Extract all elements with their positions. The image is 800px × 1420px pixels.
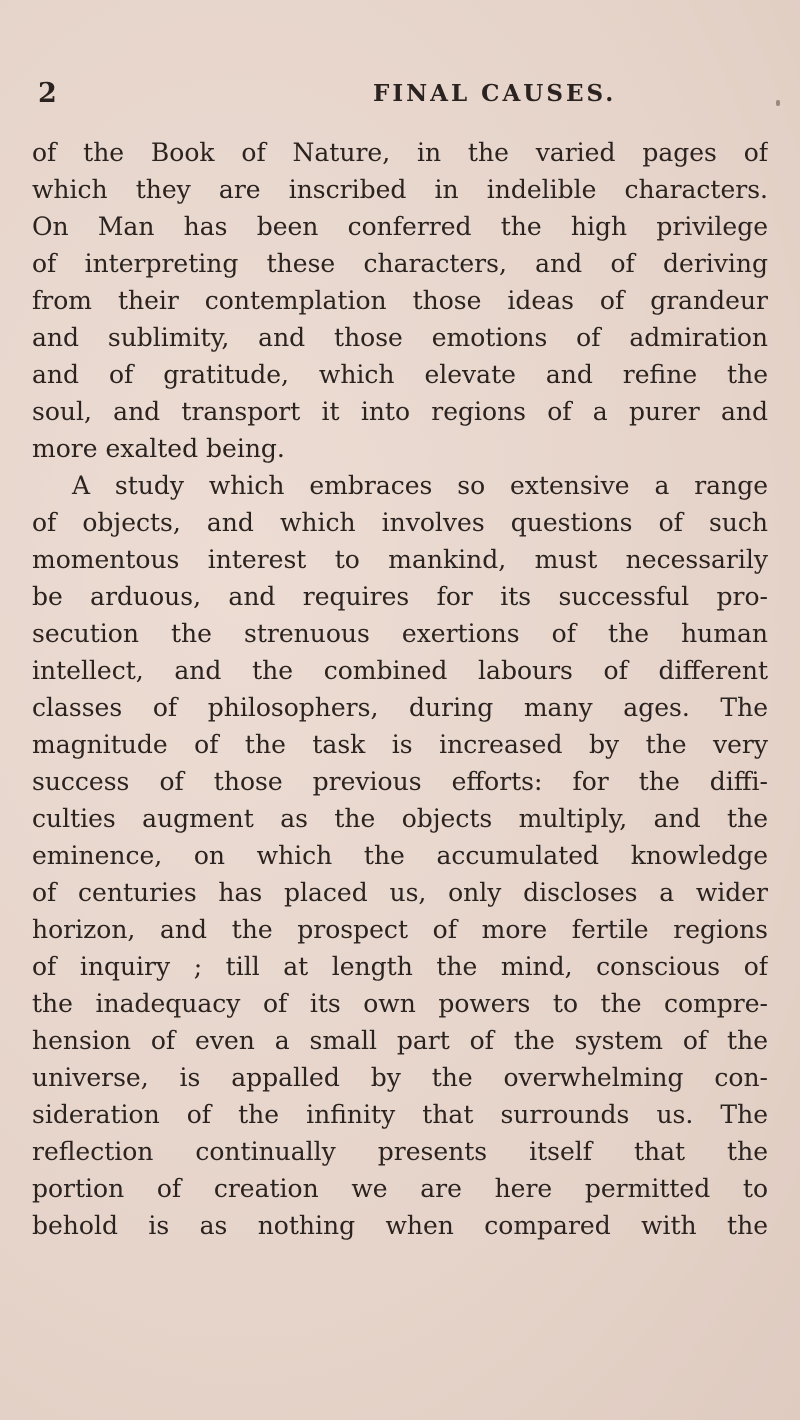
text-line: of centuries has placed us, only discloses a wider bbox=[32, 878, 768, 907]
text-line: soul, and transport it into regions of a purer and bbox=[32, 397, 768, 426]
text-line: of inquiry ; till at length the mind, conscious of bbox=[32, 952, 768, 981]
text-line: sideration of the infinity that surrounds us. The bbox=[32, 1100, 768, 1129]
text-line: reflection continually presents itself that the bbox=[32, 1137, 768, 1166]
page-number: 2 bbox=[38, 78, 57, 109]
text-line: the inadequacy of its own powers to the compre- bbox=[32, 989, 768, 1018]
text-line: portion of creation we are here permitted to bbox=[32, 1174, 768, 1203]
text-line: hension of even a small part of the system of the bbox=[32, 1026, 768, 1055]
text-line: horizon, and the prospect of more fertile regions bbox=[32, 915, 768, 944]
text-line: culties augment as the objects multiply, and the bbox=[32, 804, 768, 833]
running-head bbox=[38, 78, 768, 114]
text-line: which they are inscribed in indelible characters. bbox=[32, 175, 768, 204]
text-line: secution the strenuous exertions of the human bbox=[32, 619, 768, 648]
text-line: and of gratitude, which elevate and refine the bbox=[32, 360, 768, 389]
text-line: from their contemplation those ideas of grandeur bbox=[32, 286, 768, 315]
text-line: eminence, on which the accumulated knowledge bbox=[32, 841, 768, 870]
text-line: success of those previous efforts: for the diffi- bbox=[32, 767, 768, 796]
text-line: behold is as nothing when compared with the bbox=[32, 1211, 768, 1240]
text-line: magnitude of the task is increased by the very bbox=[32, 730, 768, 759]
text-line: of interpreting these characters, and of deriving bbox=[32, 249, 768, 278]
paragraph-start-line: A study which embraces so extensive a range bbox=[72, 471, 768, 500]
text-line: of the Book of Nature, in the varied pages of bbox=[32, 138, 768, 167]
text-line: be arduous, and requires for its successful pro- bbox=[32, 582, 768, 611]
text-line: of objects, and which involves questions of such bbox=[32, 508, 768, 537]
text-line: On Man has been conferred the high privilege bbox=[32, 212, 768, 241]
paragraph-end-line: more exalted being. bbox=[32, 434, 285, 463]
text-line: universe, is appalled by the overwhelming con- bbox=[32, 1063, 768, 1092]
text-line: intellect, and the combined labours of different bbox=[32, 656, 768, 685]
text-line: and sublimity, and those emotions of admiration bbox=[32, 323, 768, 352]
text-line: momentous interest to mankind, must necessarily bbox=[32, 545, 768, 574]
text-line: classes of philosophers, during many ages. The bbox=[32, 693, 768, 722]
body-text bbox=[32, 134, 768, 1244]
paper-speck bbox=[776, 100, 780, 106]
running-title: FINAL CAUSES. bbox=[373, 80, 617, 107]
